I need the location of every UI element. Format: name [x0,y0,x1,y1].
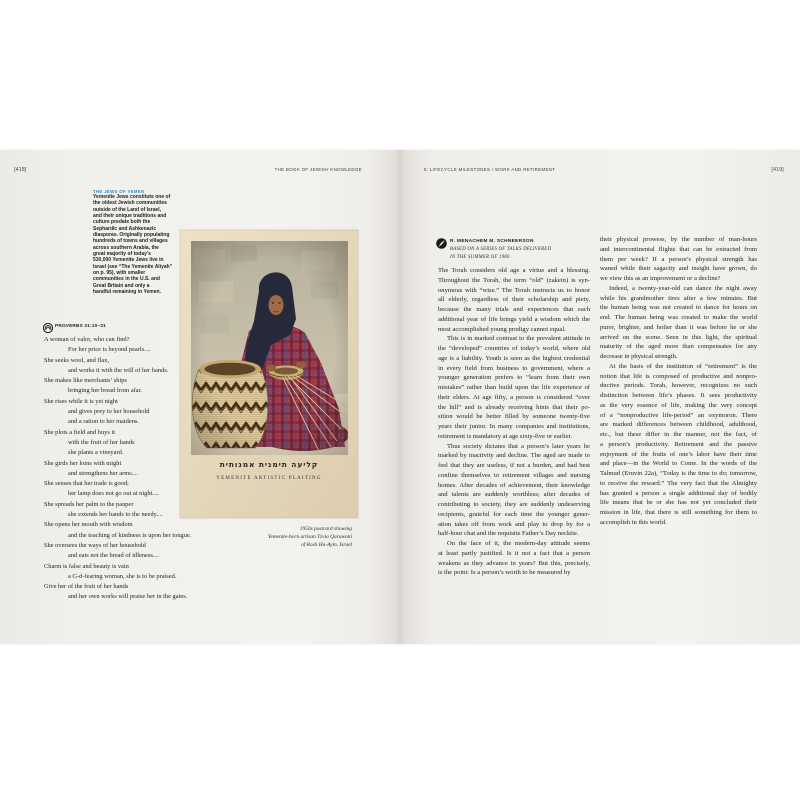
essay-line-text: etc., but these differ in the manner, not the fact, of [600,431,757,438]
essay-line-text: years their junior. In many companies and institutions, [438,423,590,430]
essay-line [438,286,590,296]
essay-line-text: life means that he or she has not yet concluded their [600,499,757,507]
essay-line-text: mistakes” rather than build upon the life experience of [438,384,590,391]
verse-line-text: and a ration to her maidens. [68,418,139,426]
caption-line [232,525,352,533]
essay-line [438,422,590,432]
verse-line [44,459,234,469]
essay-line-text: while his grandmother tires after a few minutes. But [600,294,757,302]
sidebar-line-text: Sephardic and Ashkenazic [93,225,157,232]
essay-line [600,508,757,518]
verse-line [44,469,234,479]
essay-line [438,325,590,335]
sidebar-line-text: the oldest Jewish communities [93,200,167,207]
essay-line-text: to receive the reward.” The very fact that the Almighty [600,479,757,487]
verse-line [44,572,234,582]
essay-line-text: at least partly justified. Is it not a fact that a person [438,549,590,557]
essay-line-text: Indeed, a twenty-year-old can dance the night away [609,284,757,292]
verse-line-text: For her price is beyond pearls.... [68,346,151,354]
proverbs-poem [44,335,234,603]
verse-line-text: a G-d-fearing woman, she is to be praised. [68,572,177,580]
essay-author [450,238,590,245]
essay-line-text: onymous with “wise.” The Torah instructs us to honor [438,286,590,294]
right-running-head-text: 5: LIFECYCLE MILESTONES / WORK AND RETIREMENT [424,167,556,172]
essay-line [438,276,590,286]
verse-line-text: and the teaching of kindness is upon her tongue. [68,531,192,539]
essay-line-text: accomplish in this world. [600,518,667,526]
essay-line-text: age is a liability. Youth is seen as the highest credential [438,354,590,362]
essay-line-text: the human being was not created to dance for hours on [600,304,757,312]
essay-line [600,489,757,499]
verse-line [44,500,234,510]
essay-line-text: younger generation prefers to “learn from their own [438,374,590,382]
essay-line [600,391,757,401]
verse-line-text: She rises while it is yet night [44,397,118,405]
sidebar-line-text: Great Britain and only a [93,282,150,289]
essay-line-text: ation takes off from work and play to drop by for a [438,520,590,528]
essay-line [438,266,590,276]
essay-line-text: all elderly, regardless of their scholarship and piety, [438,296,590,304]
essay-line [438,344,590,354]
essay-line [600,245,757,255]
essay-line [438,559,590,569]
essay-line-text: retirement is mandatory at age sixty-five or earlier. [438,432,573,440]
essay-line-text: Throughout the Torah, the term “old” (zakein) is syn- [438,276,590,284]
caption-line-text: Yemenite-born artisan Tzvia Qarawani [267,534,352,540]
quill-icon [436,236,447,247]
sidebar-line-text: great majority of today’s [93,251,151,258]
sidebar-line [93,289,178,295]
essay-line [600,498,757,508]
verse-line [44,438,234,448]
essay-line-text: This is in marked contrast to the prevalent attitude in [447,335,590,343]
verse-line [44,510,234,520]
essay-line [600,518,757,528]
essay-column-2 [600,235,757,528]
essay-line [438,412,590,422]
essay-line [438,305,590,315]
verse-line [44,386,234,396]
verse-line [44,489,234,499]
proverbs-heading [55,322,145,329]
essay-line-text: The Torah considers old age a virtue and a blessing. [438,267,590,274]
essay-line-text: of a “nonproductive life-period” an oxymoron. There [600,411,757,419]
essay-line-text: distinction between life’s phases. It sees productivity [600,392,757,399]
verse-line [44,335,234,345]
essay-line [600,450,757,460]
verse-line-text: A woman of valor, who can find? [44,336,130,343]
essay-line [438,315,590,325]
essay-line-text: is the point: Is a person’s worth to be measured by [438,569,571,577]
essay-line-text: contributing to society, they are suddenly undeserving [438,501,590,508]
essay-line [600,342,757,352]
essay-line [438,354,590,364]
sidebar-line-text: culture predate both the [93,219,151,226]
verse-line-text: She oversees the ways of her household [44,541,146,549]
essay-line [600,362,757,372]
essay-line-text: On the face of it, the modern-day attitude seems [447,540,590,547]
verse-line-text: bringing her bread from afar. [68,387,142,395]
postcard-hebrew-title: קליעה תימנית אמנותית [219,460,319,469]
verse-line [44,417,234,427]
essay-line [438,383,590,393]
essay-line [600,333,757,343]
verse-line [44,479,234,489]
essay-line [600,294,757,304]
essay-line-text: and place—in the World to Come. In the words of the [600,460,757,468]
essay-line [600,430,757,440]
verse-line-text: She plots a field and buys it [44,428,115,436]
verse-line-text: her lamp does not go out at night.... [68,490,159,498]
essay-source-line-text: BASED ON A SERIES OF TALKS DELIVERED [450,246,552,252]
essay-line-text: end. The human being was created to make the world [600,314,757,321]
sidebar-line-text: Israel (see “The Yemenite Aliyah” [93,263,173,270]
essay-line-text: waned while their sagacity and insight have grown, do [600,265,757,273]
right-page-number-text: [419] [771,167,784,173]
essay-line [600,255,757,265]
essay-line [438,373,590,383]
essay-line [438,461,590,471]
essay-line [600,469,757,479]
sidebar-line-text: diasporas. Originally populating [93,232,170,239]
verse-line-text: and gives prey to her household [68,408,150,416]
verse-line-text: with the fruit of her hands [68,438,135,446]
verse-line [44,407,234,417]
verse-line [44,376,234,386]
verse-line-text: and her own works will praise her in the gates. [68,593,188,601]
essay-line-text: half-hour chat and the requisite Father’s Day necktie. [438,530,579,538]
rings-icon [43,320,53,330]
left-page-number [14,166,44,174]
verse-line [44,592,234,602]
essay-line-text: a person’s productivity. Retirement and the passive [600,440,757,448]
essay-line-text: sition would be better filled by someone twenty-five [438,413,590,421]
verse-line [44,448,234,458]
essay-line-text: has granted a person a single additional day of bodily [600,489,757,497]
sidebar-line-text: communities in the U.S. and [93,276,160,283]
sidebar-line-text: outside of the Land of Israel, [93,206,162,213]
essay-line-text: their physical prowess, by the number of man-hours [600,236,757,243]
essay-line-text: Talmud (Eruvin 22a), “Today is the time to do; tomorrow, [600,470,757,477]
right-page-number [744,166,784,174]
essay-line [600,264,757,274]
sidebar-line-text: handful remaining in Yemen. [93,289,161,296]
essay-line [438,295,590,305]
essay-line-text: enjoyment of the fruits of one’s labor have their time [600,450,757,458]
essay-source [450,246,590,262]
essay-line [438,471,590,481]
essay-line-text: Thus society dictates that a person’s later years be [447,442,590,450]
verse-line [44,520,234,530]
essay-line [438,442,590,452]
verse-line-text: She senses that her trade is good; [44,480,129,488]
essay-line-text: weakens as they advance in years? But this, precisely, [438,559,590,567]
essay-line-text: additional year of life brings yield a wisdom which the [438,315,590,323]
verse-line [44,366,234,376]
essay-line-text: the “developed” countries of today’s world, where old [438,345,590,352]
essay-line [600,313,757,323]
essay-line-text: most accomplished young prodigy cannot equal. [438,325,566,333]
essay-line [438,481,590,491]
essay-author-text: R. MENACHEM M. SCHNEERSON [450,238,534,244]
postcard-title: YEMENITE ARTISTIC PLAITING [216,476,322,481]
photo-caption [232,525,352,549]
essay-line-text: purer, brighter, and holier than it was before he or she [600,323,757,331]
verse-line-text: and strengthens her arms.... [68,469,139,477]
essay-line-text: notion that life is composed of productive and nonpro- [600,372,757,380]
essay-line [438,364,590,374]
essay-line [438,529,590,539]
verse-line [44,428,234,438]
verse-line-text: She spreads her palm to the pauper [44,500,134,508]
essay-line [438,393,590,403]
verse-line [44,531,234,541]
sidebar-text [93,194,178,296]
caption-line [232,541,352,549]
essay-line [438,500,590,510]
essay-line-text: marked by inactivity and decline. The aged are made to [438,452,590,460]
essay-line-text: their elders. At age fifty, a person is considered “over [438,393,590,401]
sidebar-line-text: 530,000 Yemenite Jews live in [93,257,164,264]
essay-line [438,451,590,461]
essay-column-1 [438,266,590,578]
essay-line-text: homes. After decades of achievement, their knowledge [438,481,590,489]
essay-line [600,372,757,382]
right-running-head [424,166,624,174]
essay-line-text: mission in life, that there is still something for them to [600,509,757,516]
essay-line-text: and talents are suddenly worthless; after decades of [438,491,590,499]
verse-line [44,356,234,366]
essay-line [600,303,757,313]
essay-line [600,479,757,489]
essay-line [600,420,757,430]
verse-line [44,345,234,355]
sidebar-line-text: Yemenite Jews constitute one of [93,194,171,200]
essay-line-text: in every field from business to government, where a [438,364,590,372]
proverbs-heading-text: PROVERBS 31:10–31 [55,322,106,328]
essay-line-text: because the many trials and experiences that each [438,306,590,313]
verse-line-text: She girds her loins with might [44,459,122,467]
essay-line [600,440,757,450]
verse-line-text: She seeks wool, and flax, [44,356,109,364]
essay-line-text: we view this as an improvement or a decline? [600,275,721,282]
essay-line-text: as the very essence of life, making the very concept [600,401,757,409]
essay-line-text: feel that they are useless, if not a burden, and had best [438,462,590,469]
essay-line-text: are marked differences between childhood, adulthood, [600,421,757,429]
essay-line [438,539,590,549]
sidebar-line-text: hundreds of towns and villages [93,238,168,245]
left-page-number-text: [418] [14,167,27,173]
essay-line [600,235,757,245]
sidebar-line-text: on p. 95), with smaller [93,270,146,277]
essay-line-text: maturity of the aged more than compensates for any [600,343,757,351]
sidebar-line-text: across southern Arabia, the [93,244,159,251]
essay-line-text: arrived on the scene. Seen in this light, the spiritual [600,333,757,341]
essay-line [600,323,757,333]
essay-source-line-text: IN THE SUMMER OF 1980 [450,254,510,260]
verse-line-text: and eats not the bread of idleness.... [68,552,160,560]
essay-line [438,568,590,578]
essay-line [438,403,590,413]
essay-line [438,432,590,442]
essay-line [600,381,757,391]
essay-line [600,274,757,284]
essay-line [438,334,590,344]
caption-line [232,533,352,541]
essay-source-line [450,254,590,262]
verse-line-text: Give her of the fruit of her hands [44,583,129,591]
essay-line [438,549,590,559]
essay-line-text: them per week? If a person’s physical strength has [600,255,757,263]
essay-line-text: decrease in physical strength. [600,353,678,360]
essay-line-text: and intercontinental flights that can be extracted from [600,245,757,253]
caption-line-text: 1950s postcard showing [299,526,352,532]
left-running-head-text: THE BOOK OF JEWISH KNOWLEDGE [274,167,362,172]
verse-line [44,397,234,407]
sidebar-title-text: THE JEWS OF YEMEN [93,188,145,194]
verse-line-text: and works it with the will of her hands. [68,366,169,374]
essay-line-text: confine themselves to retirement villages and nursing [438,471,590,479]
essay-line-text: recipients, grateful for each time the younger gener- [438,510,590,518]
essay-line [600,352,757,362]
left-running-head [200,166,362,174]
essay-line-text: ductive periods. Torah, however, recognizes no such [600,382,757,390]
verse-line-text: She opens her mouth with wisdom [44,521,133,529]
sidebar-line-text: and their unique traditions and [93,213,167,220]
verse-line [44,562,234,572]
essay-line [438,520,590,530]
verse-line-text: Charm is false and beauty is vain [44,562,129,570]
essay-line [600,401,757,411]
verse-line-text: She makes like merchants’ ships [44,377,127,385]
essay-line-text: At the basis of the institution of “retirement” is the [609,362,757,370]
essay-line-text: the hill” and is already receiving hints that their po- [438,403,590,411]
essay-line [438,490,590,500]
verse-line [44,551,234,561]
essay-source-line [450,246,590,254]
verse-line-text: she extends her hands to the needy.... [68,511,163,519]
essay-line [438,510,590,520]
essay-line [600,411,757,421]
essay-line [600,459,757,469]
essay-line [600,284,757,294]
verse-line [44,582,234,592]
verse-line [44,541,234,551]
verse-line-text: she plants a vineyard. [68,449,124,457]
caption-line-text: of Rosh Ha-Ayin, Israel [301,542,352,548]
